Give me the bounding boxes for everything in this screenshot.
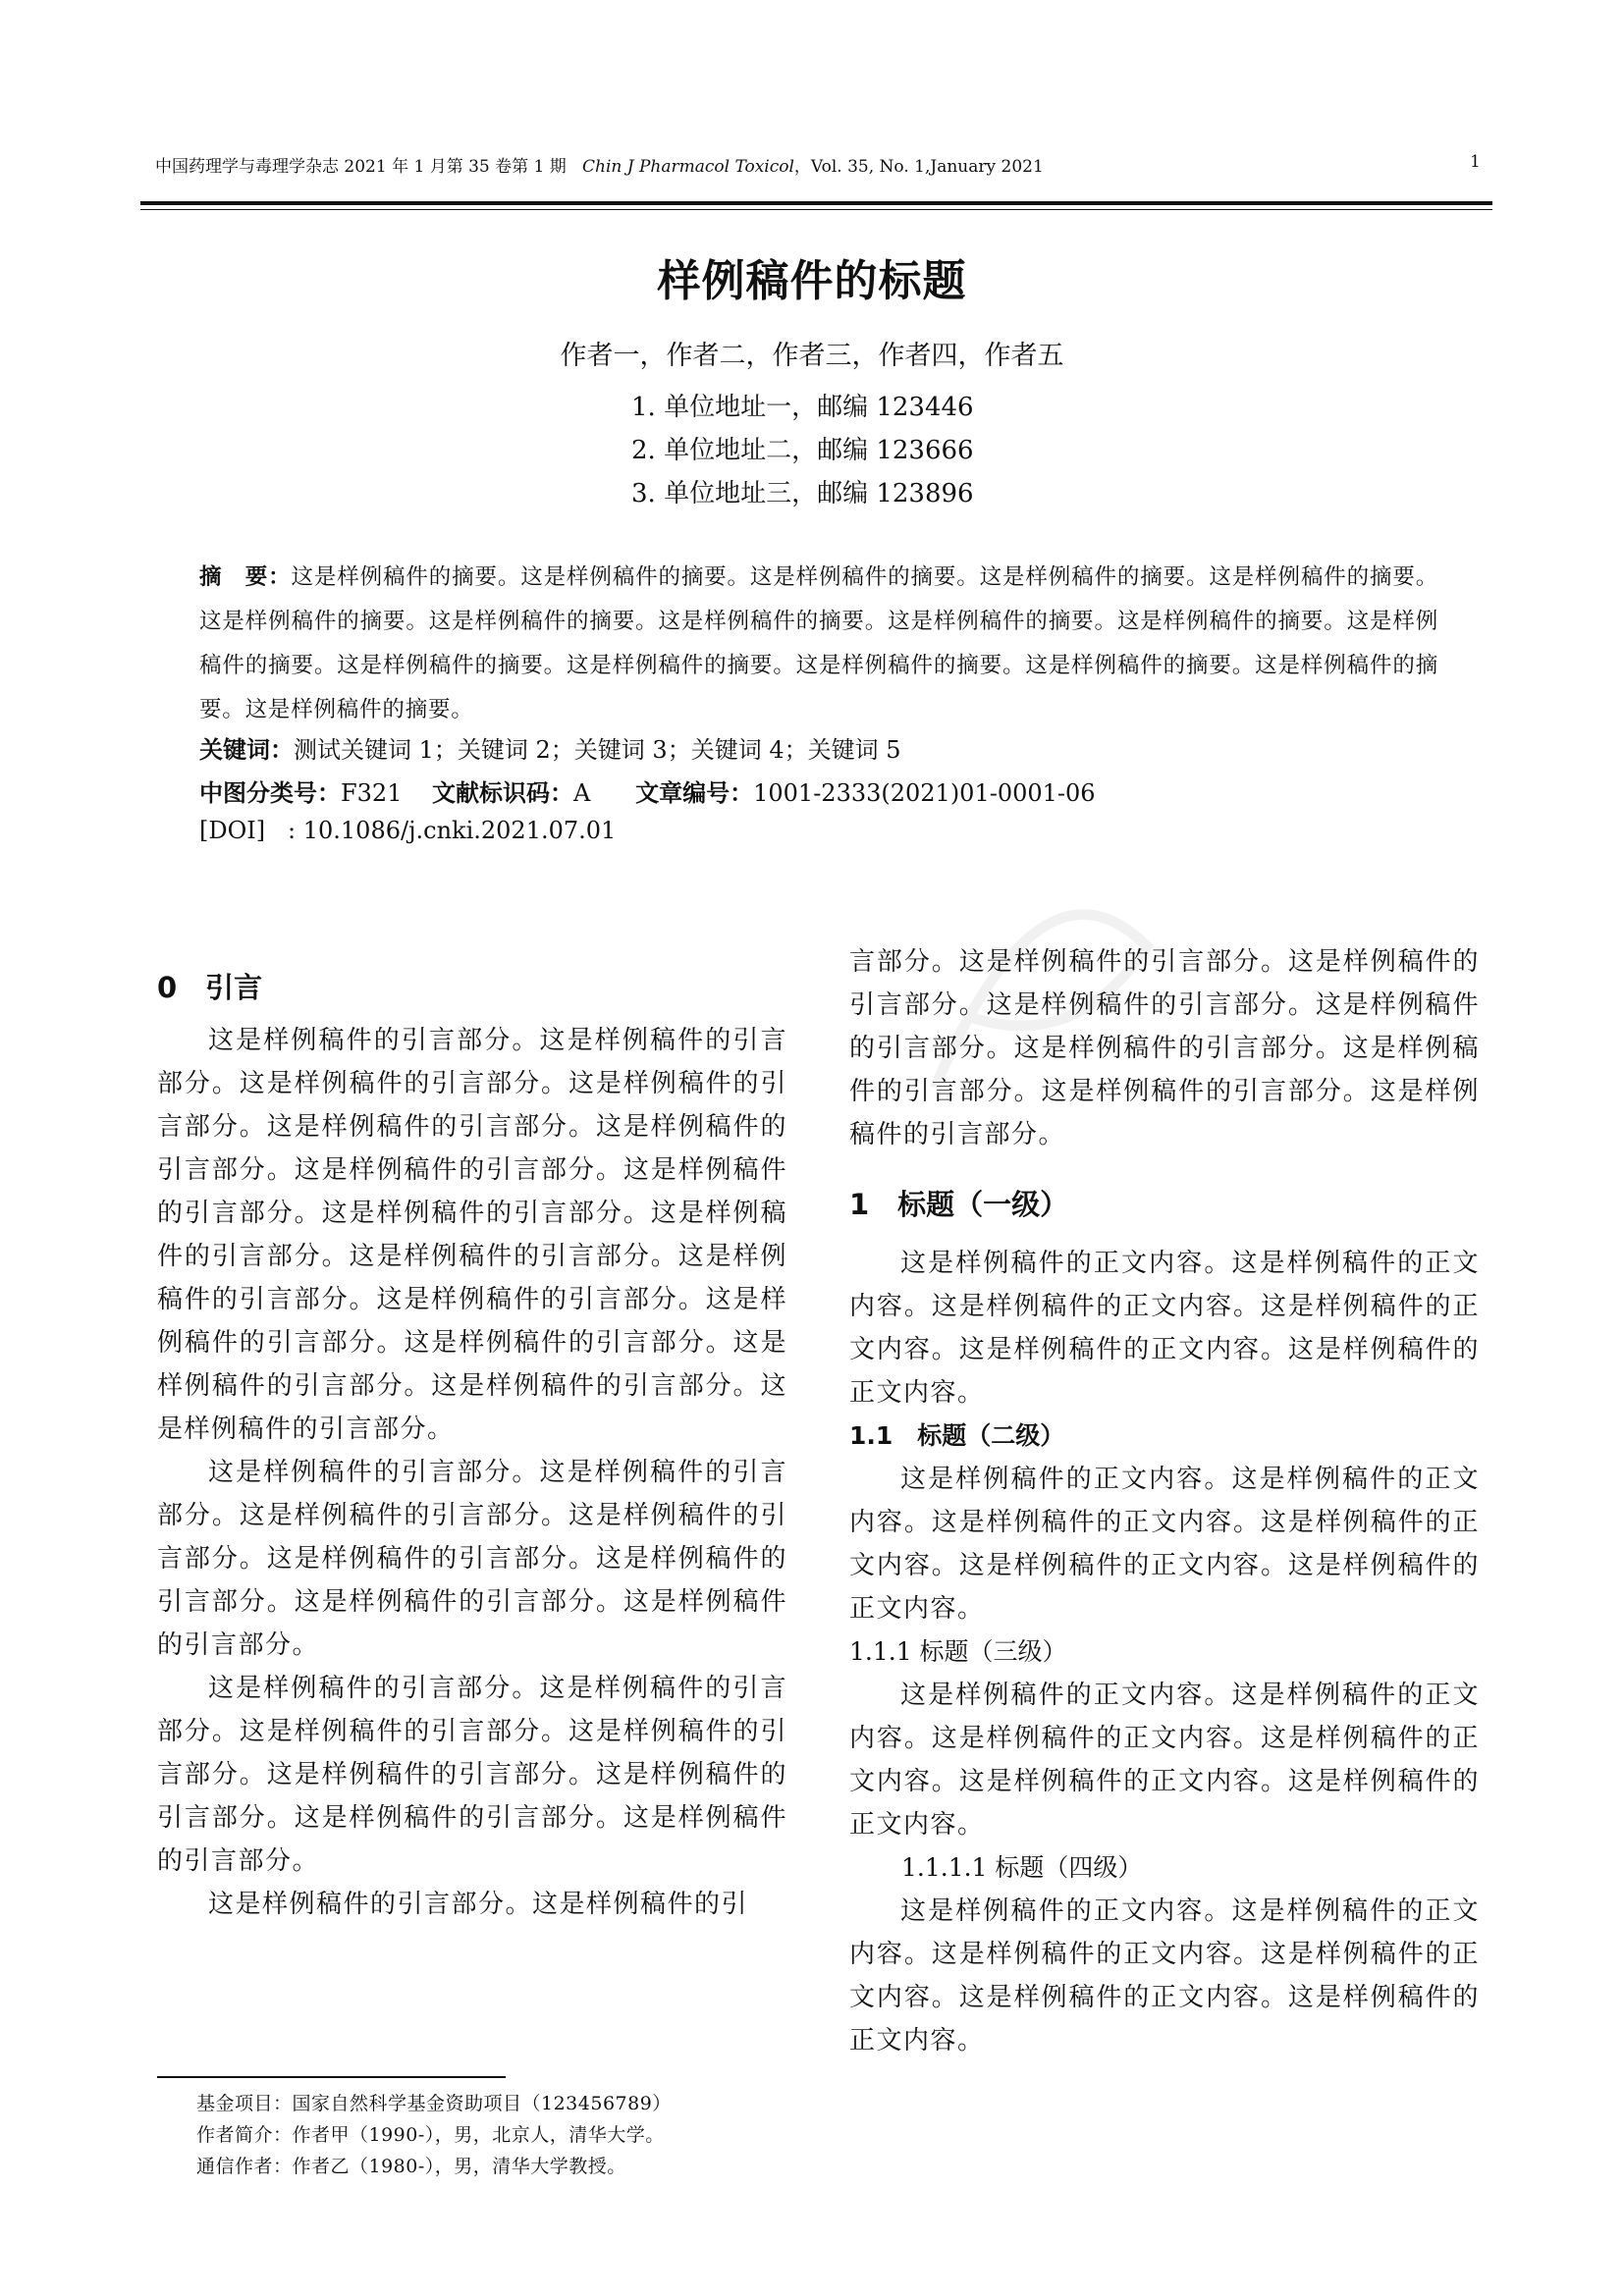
body-paragraph: 这是样例稿件的引言部分。这是样例稿件的引言部分。这是样例稿件的引言部分。这是样例稿件的引言部分。这是样例稿件的引言部分。这是样例稿件的引言部分。这是样例稿件的引言部分。这是样例稿件的引言部分。: [157, 1458, 787, 1660]
subsection-1-1-body: [849, 1458, 1480, 1630]
section-heading-1: 1 标题（一级）: [849, 1188, 1069, 1221]
doi-label: [DOI]: [199, 817, 266, 844]
running-header: [155, 152, 1044, 177]
doc-code-value: A: [572, 779, 591, 807]
body-paragraph: 这是样例稿件的正文内容。这是样例稿件的正文内容。这是样例稿件的正文内容。这是样例稿件的正文内容。这是样例稿件的正文内容。这是样例稿件的正文内容。: [849, 1249, 1480, 1408]
keywords-label: 关键词：: [199, 736, 294, 764]
body-paragraph: 这是样例稿件的正文内容。这是样例稿件的正文内容。这是样例稿件的正文内容。这是样例稿件的正文内容。这是样例稿件的正文内容。这是样例稿件的正文内容。: [849, 1681, 1480, 1840]
page-number: 1: [1470, 152, 1481, 172]
footnote-rule: [157, 2076, 506, 2078]
subsection-1-1-1-1-body: [849, 1890, 1480, 2062]
abstract-label: 摘 要：: [199, 564, 292, 590]
article-title: 样例稿件的标题: [657, 256, 967, 306]
header-rule-thin: [140, 209, 1492, 210]
body-paragraph: 这是样例稿件的引言部分。这是样例稿件的引: [208, 1890, 749, 1919]
doi-line: [199, 817, 616, 844]
body-paragraph: 言部分。这是样例稿件的引言部分。这是样例稿件的引言部分。这是样例稿件的引言部分。这是样例稿件的引言部分。这是样例稿件的引言部分。这是样例稿件的引言部分。这是样例稿件的引言部分。这是样例稿件的引言部分。: [849, 947, 1480, 1149]
clc-value: F321: [341, 779, 403, 807]
journal-name-en: Chin J Pharmacol Toxicol: [581, 157, 794, 177]
footnote-author-bio: 作者简介：作者甲（1990-），男，北京人，清华大学。: [196, 2124, 665, 2146]
article-no-label: 文章编号：: [635, 779, 754, 807]
footnote-corresponding-author: 通信作者：作者乙（1980-），男，清华大学教授。: [196, 2156, 626, 2177]
affiliation-1: 1. 单位地址一，邮编 123446: [631, 393, 974, 422]
footnote-funding: 基金项目：国家自然科学基金资助项目（123456789）: [196, 2093, 672, 2114]
header-rule: [140, 201, 1492, 205]
keywords-text: 测试关键词 1；关键词 2；关键词 3；关键词 4；关键词 5: [294, 736, 901, 764]
journal-name-cn: 中国药理学与毒理学杂志 2021 年 1 月第 35 卷第 1 期: [155, 157, 567, 177]
article-no-value: 1001-2333(2021)01-0001-06: [753, 779, 1096, 807]
section-heading-0: 0 引言: [157, 971, 263, 1004]
subsection-1-1-1-body: [849, 1674, 1480, 1846]
body-paragraph: 这是样例稿件的引言部分。这是样例稿件的引言部分。这是样例稿件的引言部分。这是样例稿件的引言部分。这是样例稿件的引言部分。这是样例稿件的引言部分。这是样例稿件的引言部分。这是样例稿件的引言部分。这是样例稿件的引言部分。这是样例稿件的引言部分。这是样例稿件的引言部分。这是样例稿件的引言部分。这是样例稿件的引言部分。这是样例稿件的引言部分。这是样例稿件的引言部分。这是样例稿件的引言部分。这是样例稿件的引言部分。这是样例稿件的引言部分。: [157, 1026, 787, 1444]
classification-line: [199, 774, 1096, 808]
body-paragraph: 这是样例稿件的正文内容。这是样例稿件的正文内容。这是样例稿件的正文内容。这是样例稿件的正文内容。这是样例稿件的正文内容。这是样例稿件的正文内容。: [849, 1465, 1480, 1624]
abstract: [199, 556, 1438, 732]
keywords: [199, 730, 901, 765]
affiliation-3: 3. 单位地址三，邮编 123896: [631, 479, 974, 508]
subsection-heading-1-1-1-1: 1.1.1.1 标题（四级）: [901, 1853, 1143, 1882]
body-paragraph: 这是样例稿件的引言部分。这是样例稿件的引言部分。这是样例稿件的引言部分。这是样例稿件的引言部分。这是样例稿件的引言部分。这是样例稿件的引言部分。这是样例稿件的引言部分。这是样例稿件的引言部分。: [157, 1674, 787, 1876]
right-column-continuation: [849, 940, 1480, 1156]
journal-volume: ，Vol. 35, No. 1,January 2021: [793, 157, 1044, 177]
affiliation-2: 2. 单位地址二，邮编 123666: [631, 436, 974, 465]
clc-label: 中图分类号：: [199, 779, 341, 807]
body-paragraph: 这是样例稿件的正文内容。这是样例稿件的正文内容。这是样例稿件的正文内容。这是样例稿件的正文内容。这是样例稿件的正文内容。这是样例稿件的正文内容。: [849, 1896, 1480, 2056]
section-1-body: [849, 1242, 1480, 1415]
author-list: 作者一，作者二，作者三，作者四，作者五: [560, 341, 1064, 371]
doc-code-label: 文献标识码：: [431, 779, 573, 807]
abstract-text: 这是样例稿件的摘要。这是样例稿件的摘要。这是样例稿件的摘要。这是样例稿件的摘要。这是样例稿件的摘要。这是样例稿件的摘要。这是样例稿件的摘要。这是样例稿件的摘要。这是样例稿件的摘要。这是样例稿件的摘要。这是样例稿件的摘要。这是样例稿件的摘要。这是样例稿件的摘要。这是样例稿件的摘要。这是样例稿件的摘要。这是样例稿件的摘要。这是样例稿件的摘要。: [199, 564, 1438, 722]
left-column-body: [157, 1019, 787, 1926]
doi-value: : 10.1086/j.cnki.2021.07.01: [288, 817, 617, 844]
subsection-heading-1-1-1: 1.1.1 标题（三级）: [849, 1637, 1067, 1666]
subsection-heading-1-1: 1.1 标题（二级）: [849, 1421, 1065, 1450]
